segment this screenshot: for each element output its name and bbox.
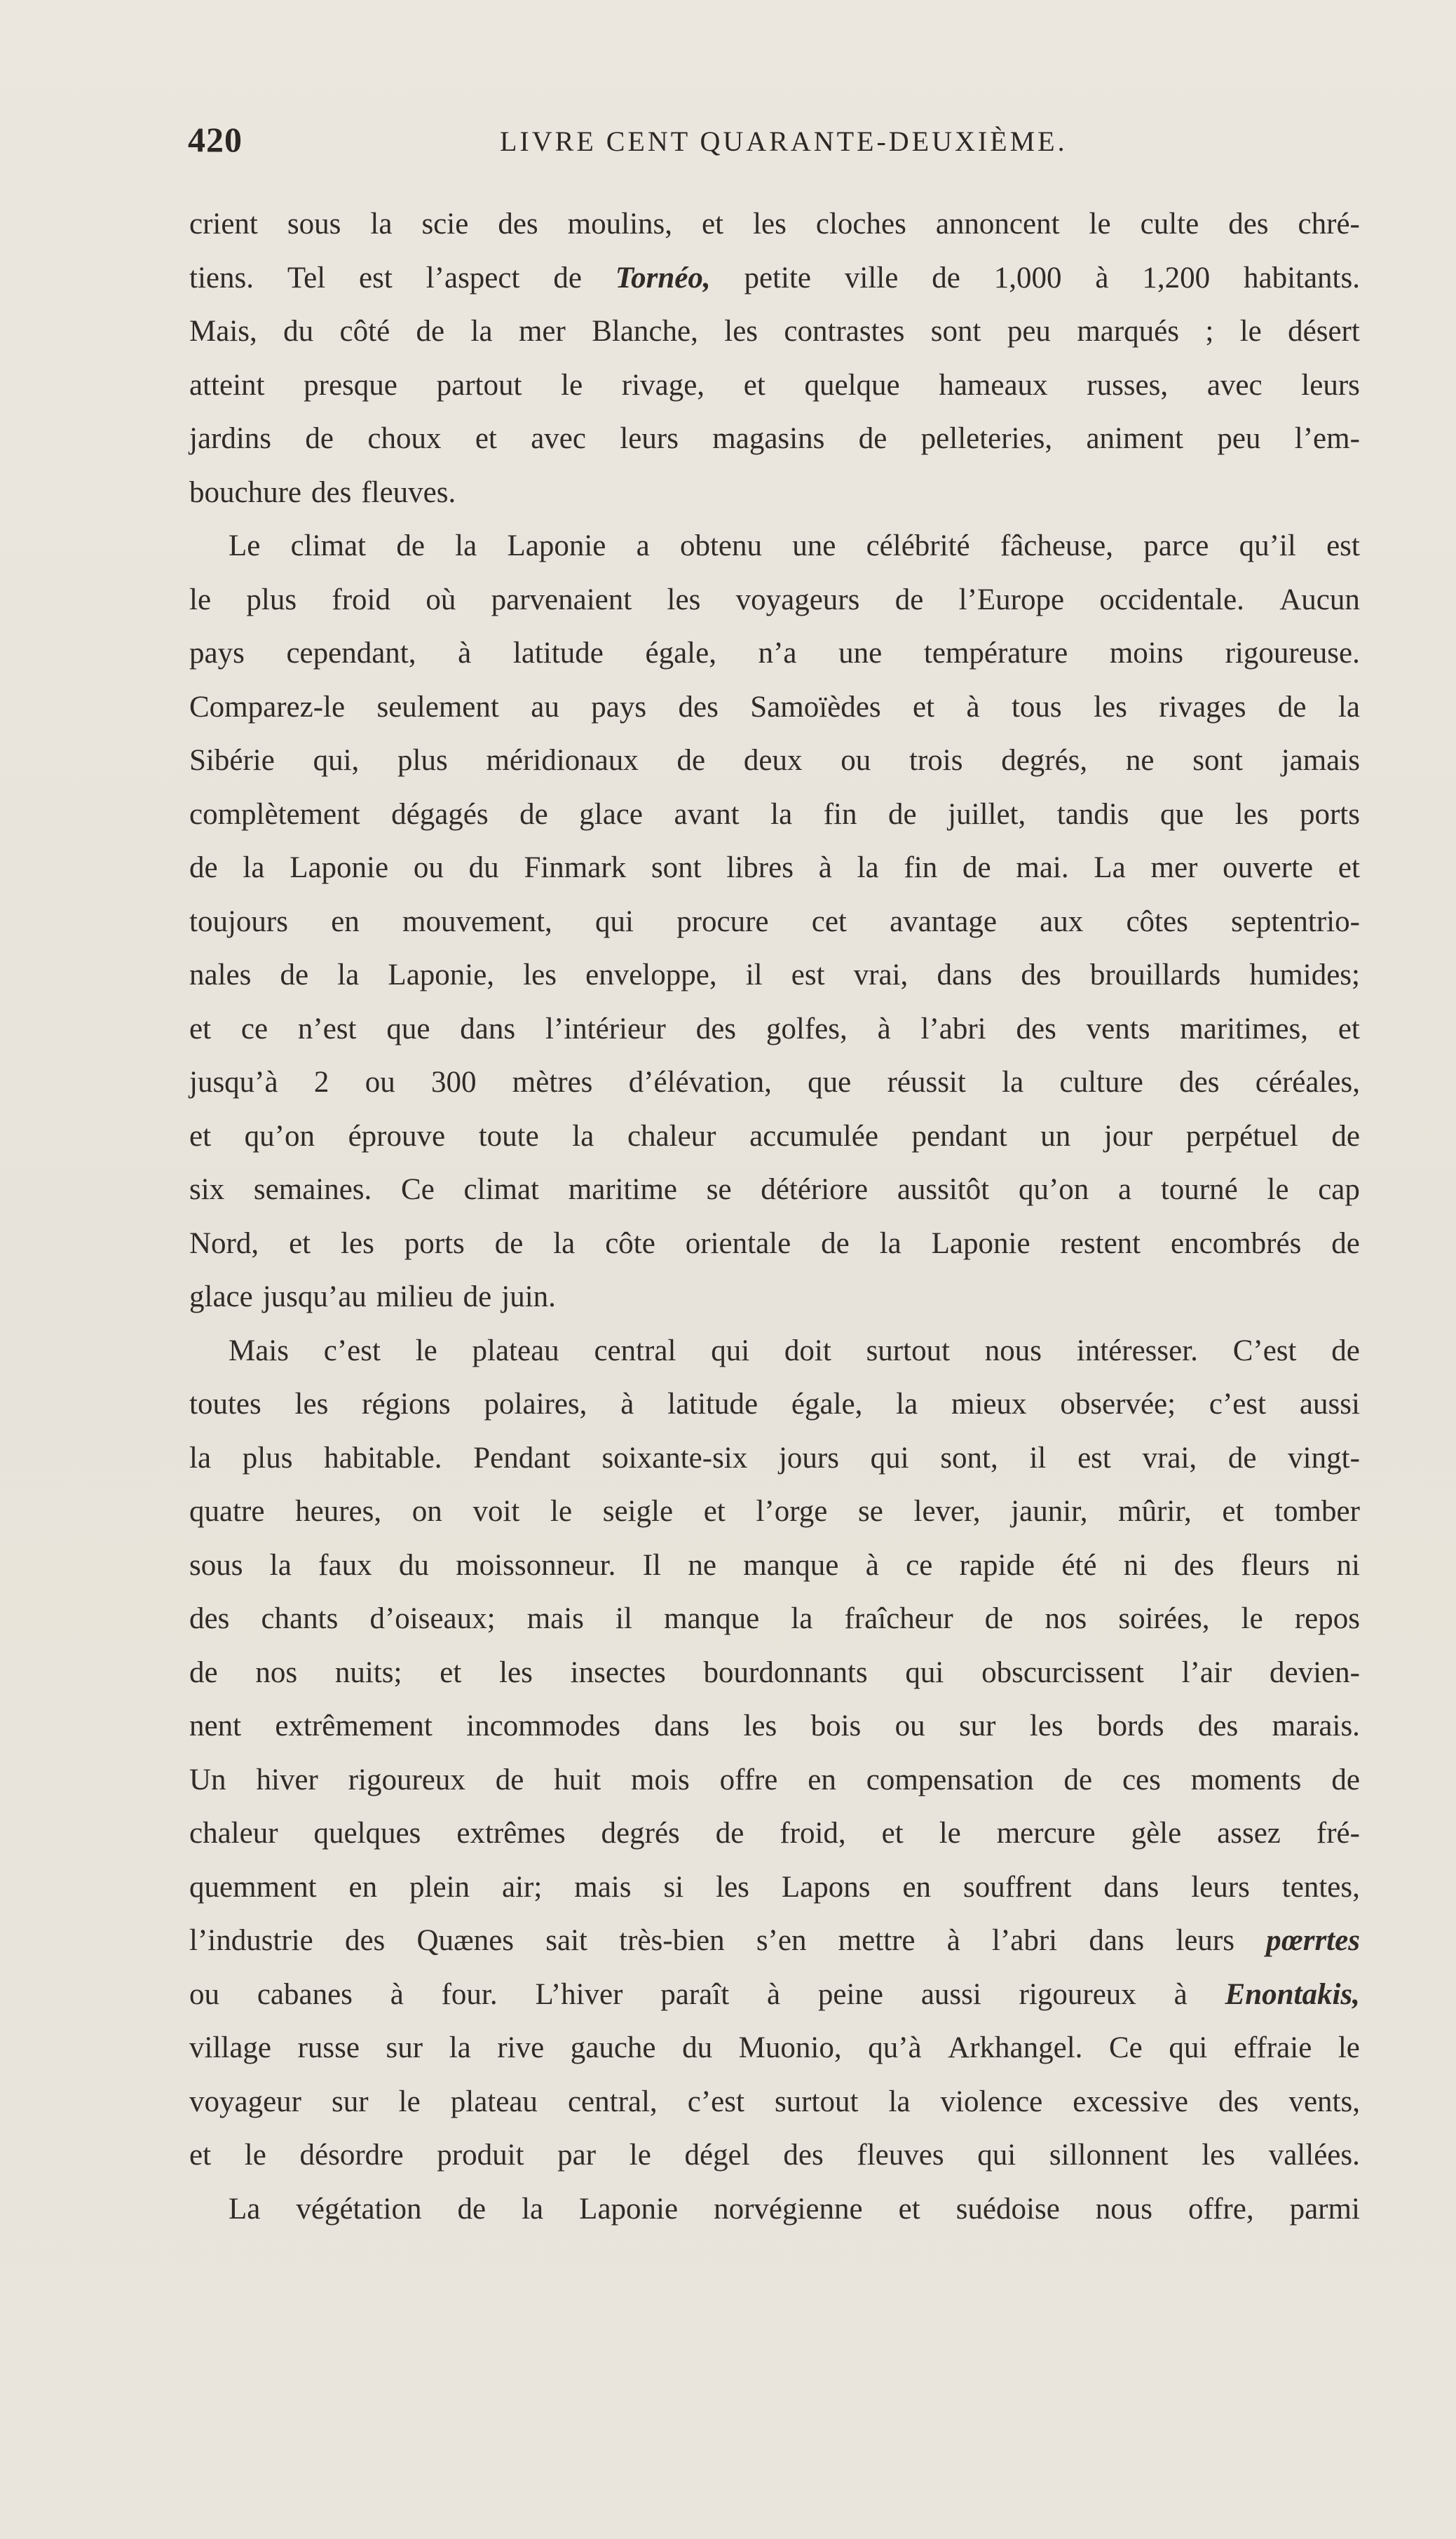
text-line: Le climat de la Laponie a obtenu une célébrité fâcheuse, parce qu’il est [229,529,1360,562]
text-line: complètement dégagés de glace avant la fin de juillet, tandis que les ports [189,797,1360,831]
text-line: village russe sur la rive gauche du Muonio, qu’à Arkhangel. Ce qui effraie le [189,2031,1360,2064]
text-line: voyageur sur le plateau central, c’est surtout la violence excessive des vents, [189,2085,1360,2118]
text-line: de la Laponie ou du Finmark sont libres à la fin de mai. La mer ouverte et [189,851,1360,884]
text-line: des chants d’oiseaux; mais il manque la fraîcheur de nos soirées, le repos [189,1602,1360,1635]
text-line: chaleur quelques extrêmes degrés de froid, et le mercure gèle assez fré- [189,1817,1360,1850]
text-line: glace jusqu’au milieu de juin. [189,1280,556,1313]
text-line: bouchure des fleuves. [189,475,456,509]
text-line: Nord, et les ports de la côte orientale de la Laponie restent encombrés de [189,1226,1360,1260]
text-line: le plus froid où parvenaient les voyageurs de l’Europe occidentale. Aucun [189,583,1360,616]
text-line: jardins de choux et avec leurs magasins de pelleteries, animent peu l’em- [189,422,1360,455]
running-title: LIVRE CENT QUARANTE-DEUXIÈME. [500,126,1068,157]
text-line: tiens. Tel est l’aspect de Tornéo, petite ville de 1,000 à 1,200 habitants. [189,261,1360,294]
text-line: Sibérie qui, plus méridionaux de deux ou trois degrés, ne sont jamais [189,744,1360,777]
text-line: Mais, du côté de la mer Blanche, les contrastes sont peu marqués ; le désert [189,315,1360,348]
text-line: la plus habitable. Pendant soixante-six jours qui sont, il est vrai, de vingt- [189,1441,1360,1475]
text-line: La végétation de la Laponie norvégienne et suédoise nous offre, parmi [229,2192,1360,2226]
text-line: et ce n’est que dans l’intérieur des golfes, à l’abri des vents maritimes, et [189,1012,1360,1045]
text-line: six semaines. Ce climat maritime se détériore aussitôt qu’on a tourné le cap [189,1173,1360,1206]
page-number: 420 [188,120,243,159]
text-line: toujours en mouvement, qui procure cet avantage aux côtes septentrio- [189,905,1360,938]
text-line: l’industrie des Quænes sait très-bien s’en mettre à l’abri dans leurs pœrrtes [189,1924,1360,1957]
text-line: toutes les régions polaires, à latitude égale, la mieux observée; c’est aussi [189,1388,1360,1421]
text-line: Un hiver rigoureux de huit mois offre en compensation de ces moments de [189,1763,1360,1796]
text-line: Mais c’est le plateau central qui doit surtout nous intéresser. C’est de [229,1334,1360,1367]
text-line: nales de la Laponie, les enveloppe, il est vrai, dans des brouillards humides; [189,959,1360,991]
text-line: de nos nuits; et les insectes bourdonnants qui obscurcissent l’air devien- [189,1656,1360,1689]
text-line: quemment en plein air; mais si les Lapons en souffrent dans leurs tentes, [189,1870,1360,1904]
text-line: Comparez-le seulement au pays des Samoïèdes et à tous les rivages de la [189,690,1360,724]
text-line: et le désordre produit par le dégel des fleuves qui sillonnent les vallées. [189,2139,1360,2172]
page-header [188,119,1359,175]
text-line: ou cabanes à four. L’hiver paraît à peine aussi rigoureux à Enontakis, [189,1977,1360,2011]
body-text [189,198,1360,2236]
text-line: pays cependant, à latitude égale, n’a une température moins rigoureuse. [189,637,1360,670]
text-line: jusqu’à 2 ou 300 mètres d’élévation, que réussit la culture des céréales, [189,1066,1360,1099]
text-line: atteint presque partout le rivage, et quelque hameaux russes, avec leurs [189,368,1360,402]
text-line: sous la faux du moissonneur. Il ne manque à ce rapide été ni des fleurs ni [189,1548,1360,1582]
text-line: quatre heures, on voit le seigle et l’orge se lever, jaunir, mûrir, et tomber [189,1495,1360,1528]
text-line: crient sous la scie des moulins, et les cloches annoncent le culte des chré- [189,208,1360,241]
text-line: et qu’on éprouve toute la chaleur accumulée pendant un jour perpétuel de [189,1119,1360,1153]
text-line: nent extrêmement incommodes dans les bois ou sur les bords des marais. [189,1709,1360,1742]
